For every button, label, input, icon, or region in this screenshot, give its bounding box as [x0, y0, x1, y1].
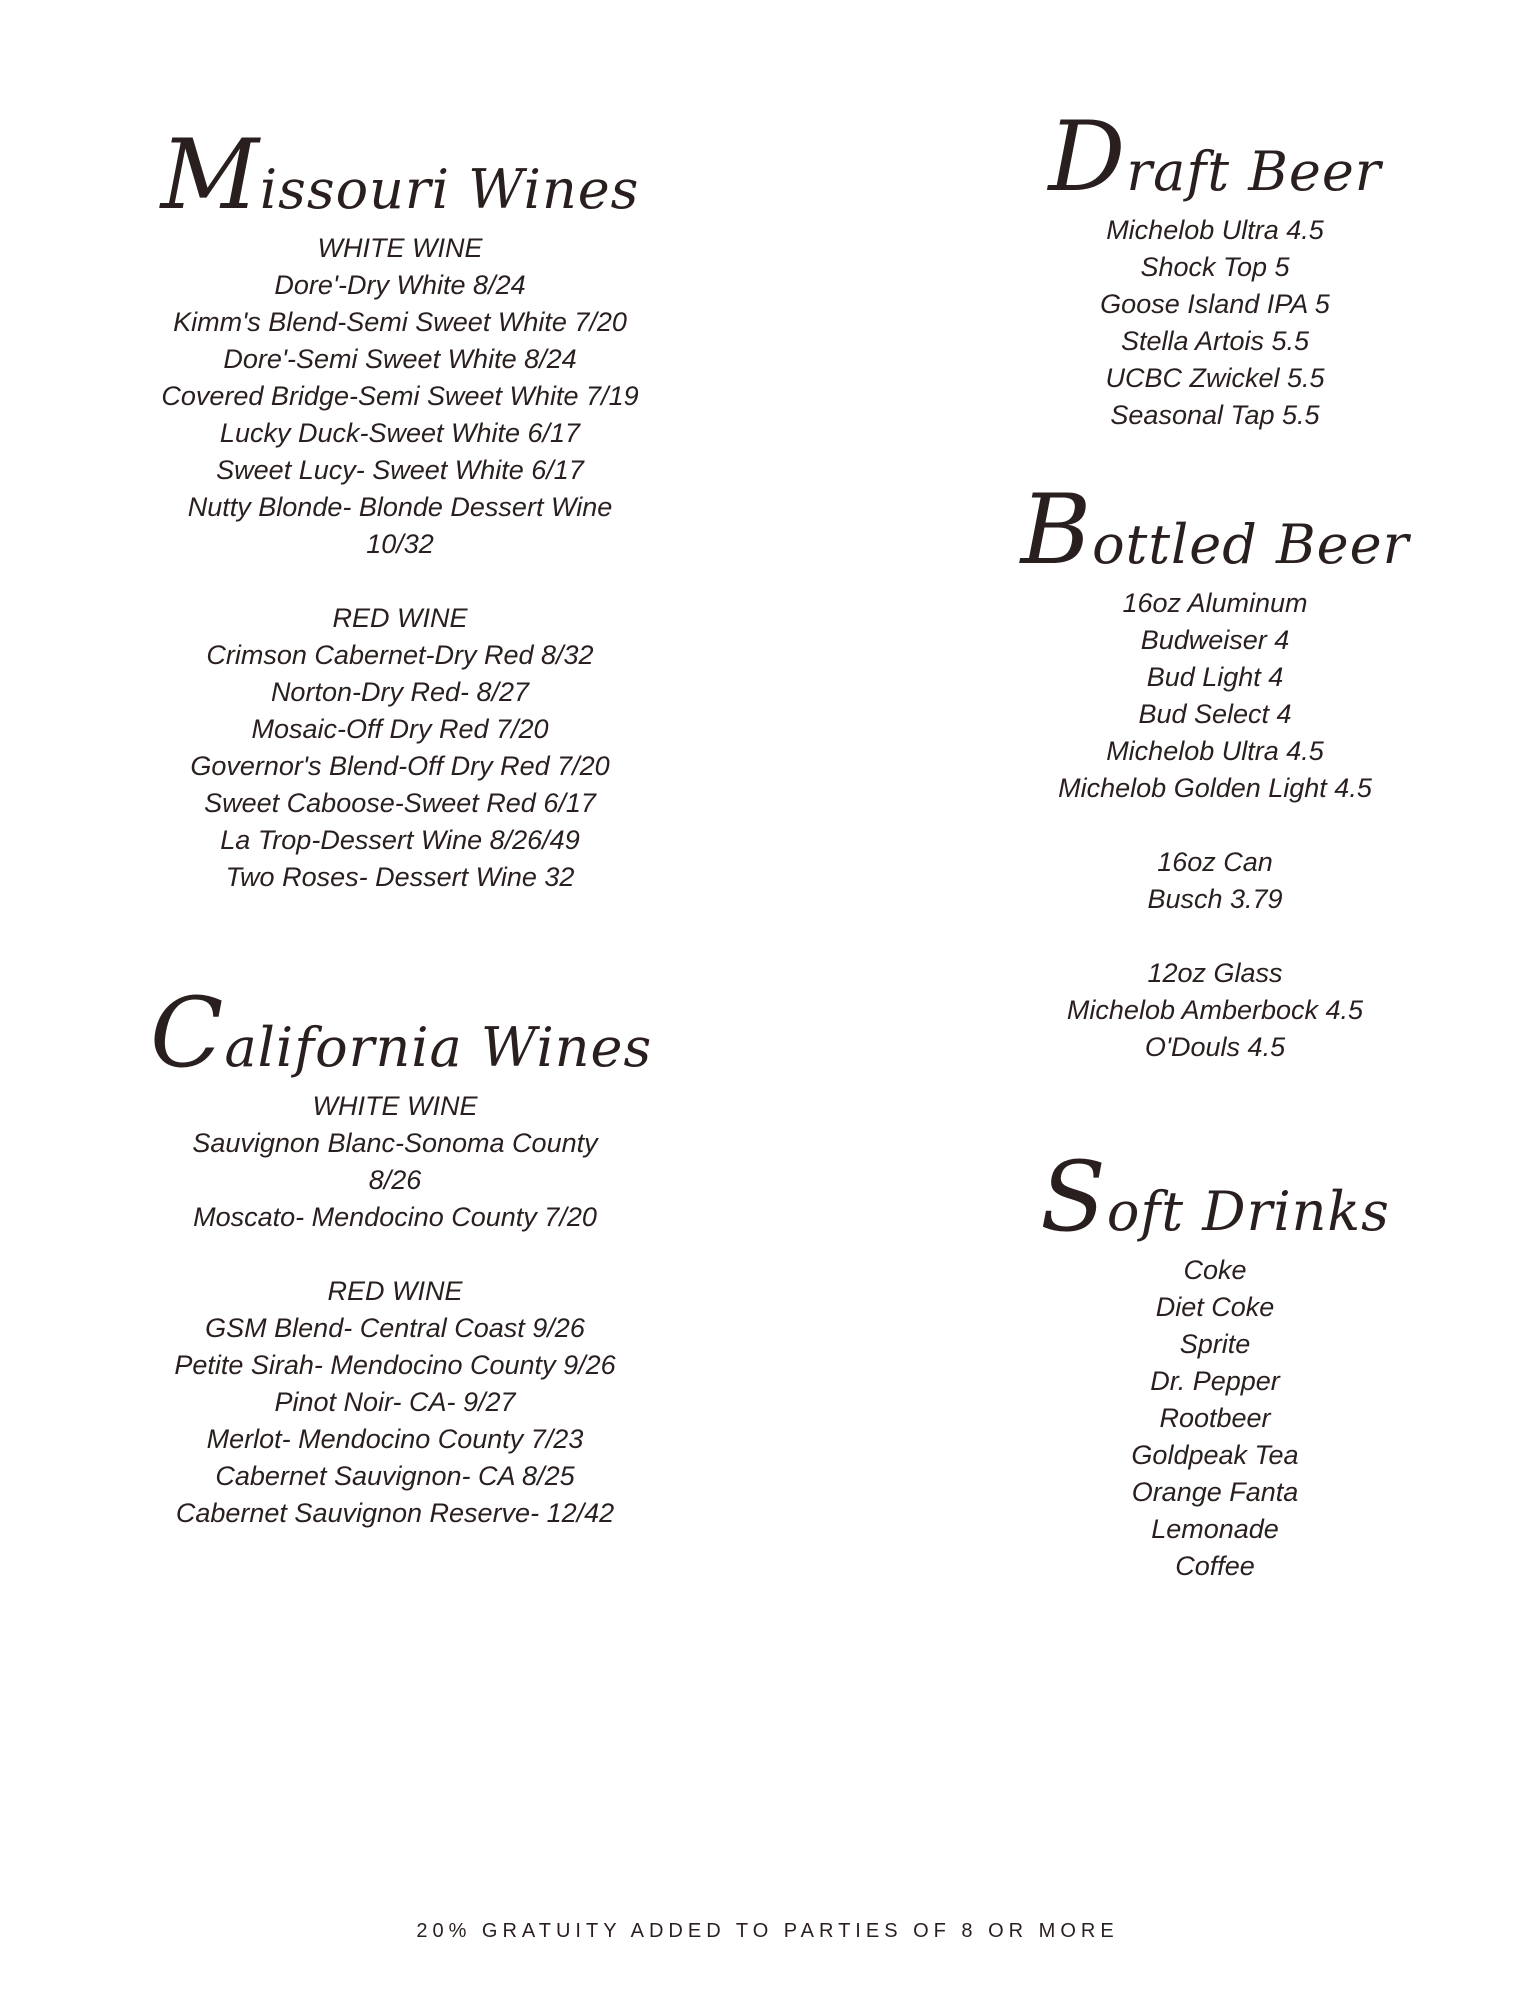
list-item: Michelob Golden Light 4.5: [1058, 773, 1372, 803]
list-item: Sweet Lucy- Sweet White 6/17: [216, 455, 584, 485]
list-item: Sweet Caboose-Sweet Red 6/17: [204, 788, 596, 818]
list-item: Rootbeer: [1159, 1403, 1271, 1433]
list-item: Petite Sirah- Mendocino County 9/26: [174, 1350, 616, 1380]
list-item: O'Douls 4.5: [1144, 1032, 1286, 1062]
list-item: 10/32: [366, 529, 434, 559]
list-item: Cabernet Sauvignon- CA 8/25: [215, 1461, 575, 1491]
list-item: Nutty Blonde- Blonde Dessert Wine: [187, 492, 613, 522]
list-item: Goose Island IPA 5: [1100, 289, 1330, 319]
list-item: Moscato- Mendocino County 7/20: [193, 1202, 597, 1232]
list-item: Michelob Amberbock 4.5: [1066, 995, 1364, 1025]
draft-beer-section: [1000, 102, 1430, 434]
list-item: GSM Blend- Central Coast 9/26: [205, 1313, 585, 1343]
list-item: Diet Coke: [1155, 1292, 1275, 1322]
california-wines-heading: California Wines: [150, 977, 653, 1089]
list-item: Goldpeak Tea: [1131, 1440, 1299, 1470]
list-item: Bud Select 4: [1138, 699, 1292, 729]
bottled-glass-header: 12oz Glass: [1147, 958, 1283, 988]
bottled-beer-heading: Bottled Beer: [1020, 474, 1410, 586]
list-item: Seasonal Tap 5.5: [1110, 400, 1320, 430]
bottled-can-header: 16oz Can: [1157, 847, 1273, 877]
list-item: Covered Bridge-Semi Sweet White 7/19: [161, 381, 639, 411]
draft-beer-heading: Draft Beer: [1048, 101, 1382, 213]
list-item: Crimson Cabernet-Dry Red 8/32: [206, 640, 594, 670]
list-item: Lemonade: [1151, 1514, 1279, 1544]
soft-drinks-heading: Soft Drinks: [1040, 1141, 1390, 1253]
list-item: Dore'-Dry White 8/24: [274, 270, 526, 300]
list-item: Budweiser 4: [1140, 625, 1290, 655]
list-item: Orange Fanta: [1131, 1477, 1299, 1507]
list-item: Shock Top 5: [1140, 252, 1290, 282]
list-item: Pinot Noir- CA- 9/27: [274, 1387, 516, 1417]
list-item: Mosaic-Off Dry Red 7/20: [251, 714, 549, 744]
missouri-wines-section: [150, 120, 650, 896]
list-item: Bud Light 4: [1146, 662, 1284, 692]
list-item: Busch 3.79: [1147, 884, 1283, 914]
list-item: Coke: [1183, 1255, 1247, 1285]
list-item: Sprite: [1179, 1329, 1251, 1359]
list-item: Merlot- Mendocino County 7/23: [206, 1424, 584, 1454]
california-white-wine-header: WHITE WINE: [312, 1091, 478, 1121]
missouri-white-wine-header: WHITE WINE: [317, 233, 483, 263]
list-item: 8/26: [368, 1165, 422, 1195]
bottled-beer-section: [1000, 475, 1430, 1066]
list-item: La Trop-Dessert Wine 8/26/49: [220, 825, 580, 855]
list-item: Two Roses- Dessert Wine 32: [225, 862, 575, 892]
gratuity-footer: 20% GRATUITY ADDED TO PARTIES OF 8 OR MORE: [416, 1920, 1119, 1942]
list-item: Coffee: [1175, 1551, 1255, 1581]
list-item: Kimm's Blend-Semi Sweet White 7/20: [173, 307, 627, 337]
california-red-wine-header: RED WINE: [327, 1276, 463, 1306]
list-item: UCBC Zwickel 5.5: [1105, 363, 1325, 393]
list-item: Sauvignon Blanc-Sonoma County: [192, 1128, 598, 1158]
list-item: Lucky Duck-Sweet White 6/17: [219, 418, 581, 448]
list-item: Dr. Pepper: [1150, 1366, 1280, 1396]
list-item: Norton-Dry Red- 8/27: [270, 677, 530, 707]
missouri-wines-heading: Missouri Wines: [160, 119, 640, 231]
list-item: Stella Artois 5.5: [1120, 326, 1310, 356]
missouri-red-wine-header: RED WINE: [332, 603, 468, 633]
list-item: Governor's Blend-Off Dry Red 7/20: [190, 751, 610, 781]
california-wines-section: [150, 977, 653, 1532]
list-item: Michelob Ultra 4.5: [1106, 215, 1324, 245]
list-item: Dore'-Semi Sweet White 8/24: [223, 344, 577, 374]
bottled-aluminum-header: 16oz Aluminum: [1122, 588, 1308, 618]
list-item: Cabernet Sauvignon Reserve- 12/42: [175, 1498, 615, 1528]
soft-drinks-section: [1000, 1142, 1430, 1585]
list-item: Michelob Ultra 4.5: [1106, 736, 1324, 766]
